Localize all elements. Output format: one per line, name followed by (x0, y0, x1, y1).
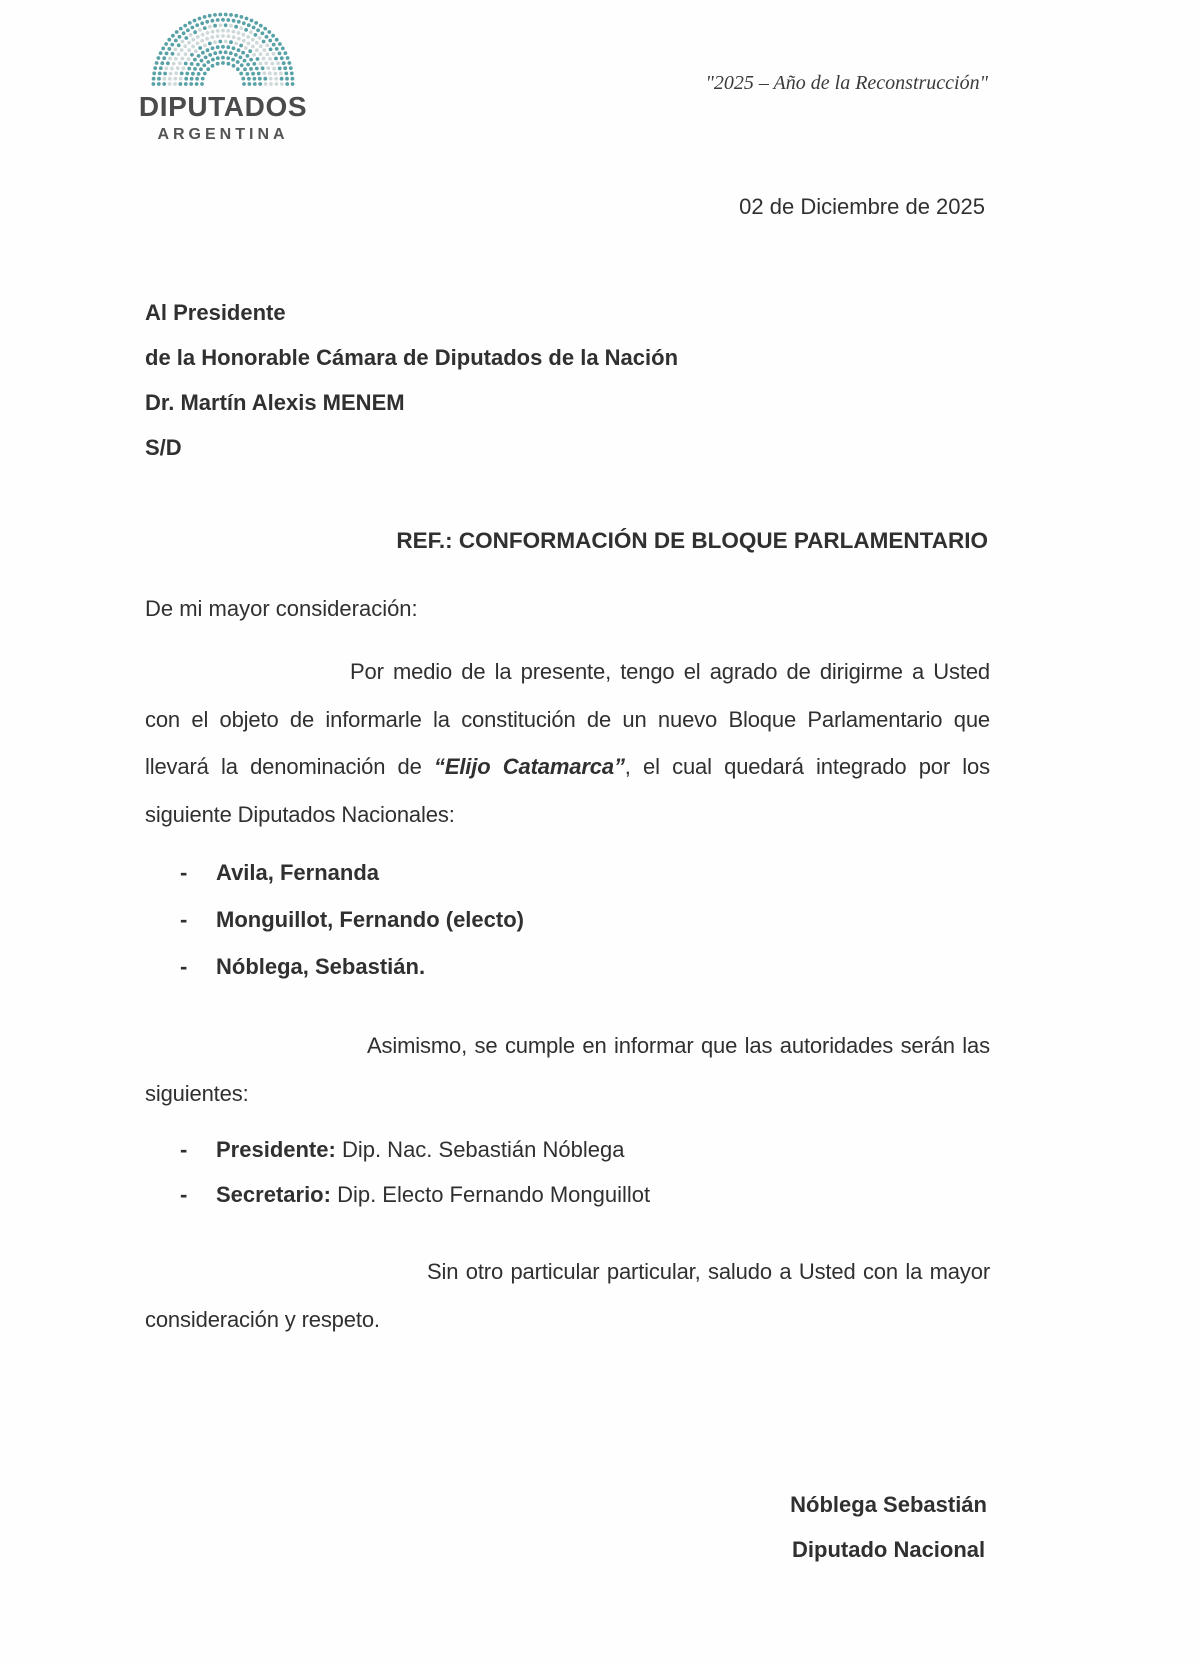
salutation: De mi mayor consideración: (145, 596, 418, 621)
signature-name: Nóblega Sebastián (790, 1492, 987, 1517)
member-name: Monguillot, Fernando (electo) (216, 907, 524, 932)
authorities-list (180, 1137, 650, 1227)
paragraph-closing: Sin otro particular particular, saludo a Usted con la mayor consideración y respeto. (145, 1259, 990, 1332)
logo-title: DIPUTADOS (138, 91, 308, 122)
list-item (180, 860, 524, 907)
logo-subtitle: ARGENTINA (157, 126, 289, 143)
recipient-line: Al Presidente (145, 300, 286, 325)
member-name: Nóblega, Sebastián. (216, 954, 426, 979)
list-item (180, 1182, 650, 1227)
recipient-line: de la Honorable Cámara de Diputados de la Nación (145, 345, 679, 370)
date-line: 02 de Diciembre de 2025 (739, 194, 985, 219)
bloc-name-emphasis: “Elijo Catamarca” (433, 754, 625, 779)
authority-role: Presidente: (216, 1137, 336, 1162)
year-motto: "2025 – Año de la Reconstrucción" (705, 72, 988, 94)
paragraph-intro-text: , el cual quedará integrado por los siguiente Diputados Nacionales: (145, 754, 990, 827)
list-item (180, 907, 524, 954)
diputados-logo (136, 8, 310, 144)
bullet-dash: - (180, 1137, 188, 1162)
recipient-line: S/D (145, 435, 182, 460)
subject-line: REF.: CONFORMACIÓN DE BLOQUE PARLAMENTARIO (396, 528, 988, 553)
signature-title: Diputado Nacional (792, 1537, 986, 1562)
authority-name: Dip. Electo Fernando Monguillot (330, 1182, 651, 1207)
bullet-dash: - (180, 860, 188, 885)
signature-block (790, 1482, 987, 1572)
members-list (180, 860, 524, 1001)
paragraph-authorities: Asimismo, se cumple en informar que las autoridades serán las siguientes: (145, 1033, 990, 1106)
recipient-line: Dr. Martín Alexis MENEM (145, 390, 405, 415)
list-item (180, 954, 524, 1001)
list-item (180, 1137, 650, 1182)
bullet-dash: - (180, 954, 188, 979)
parliament-hemicycle-icon (140, 8, 306, 88)
bullet-dash: - (180, 1182, 188, 1207)
bullet-dash: - (180, 907, 188, 932)
paragraph-intro-text: Por medio de la presente, tengo el agrado de dirigirme a Usted con el objeto de informarle la constitución de un nuevo Bloque Parlamentario que llevará la denominación de (145, 659, 990, 779)
authority-role: Secretario: (216, 1182, 331, 1207)
authority-name: Dip. Nac. Sebastián Nóblega (335, 1137, 625, 1162)
member-name: Avila, Fernanda (216, 860, 380, 885)
recipient-block (145, 300, 678, 480)
paragraph-intro (145, 648, 990, 838)
